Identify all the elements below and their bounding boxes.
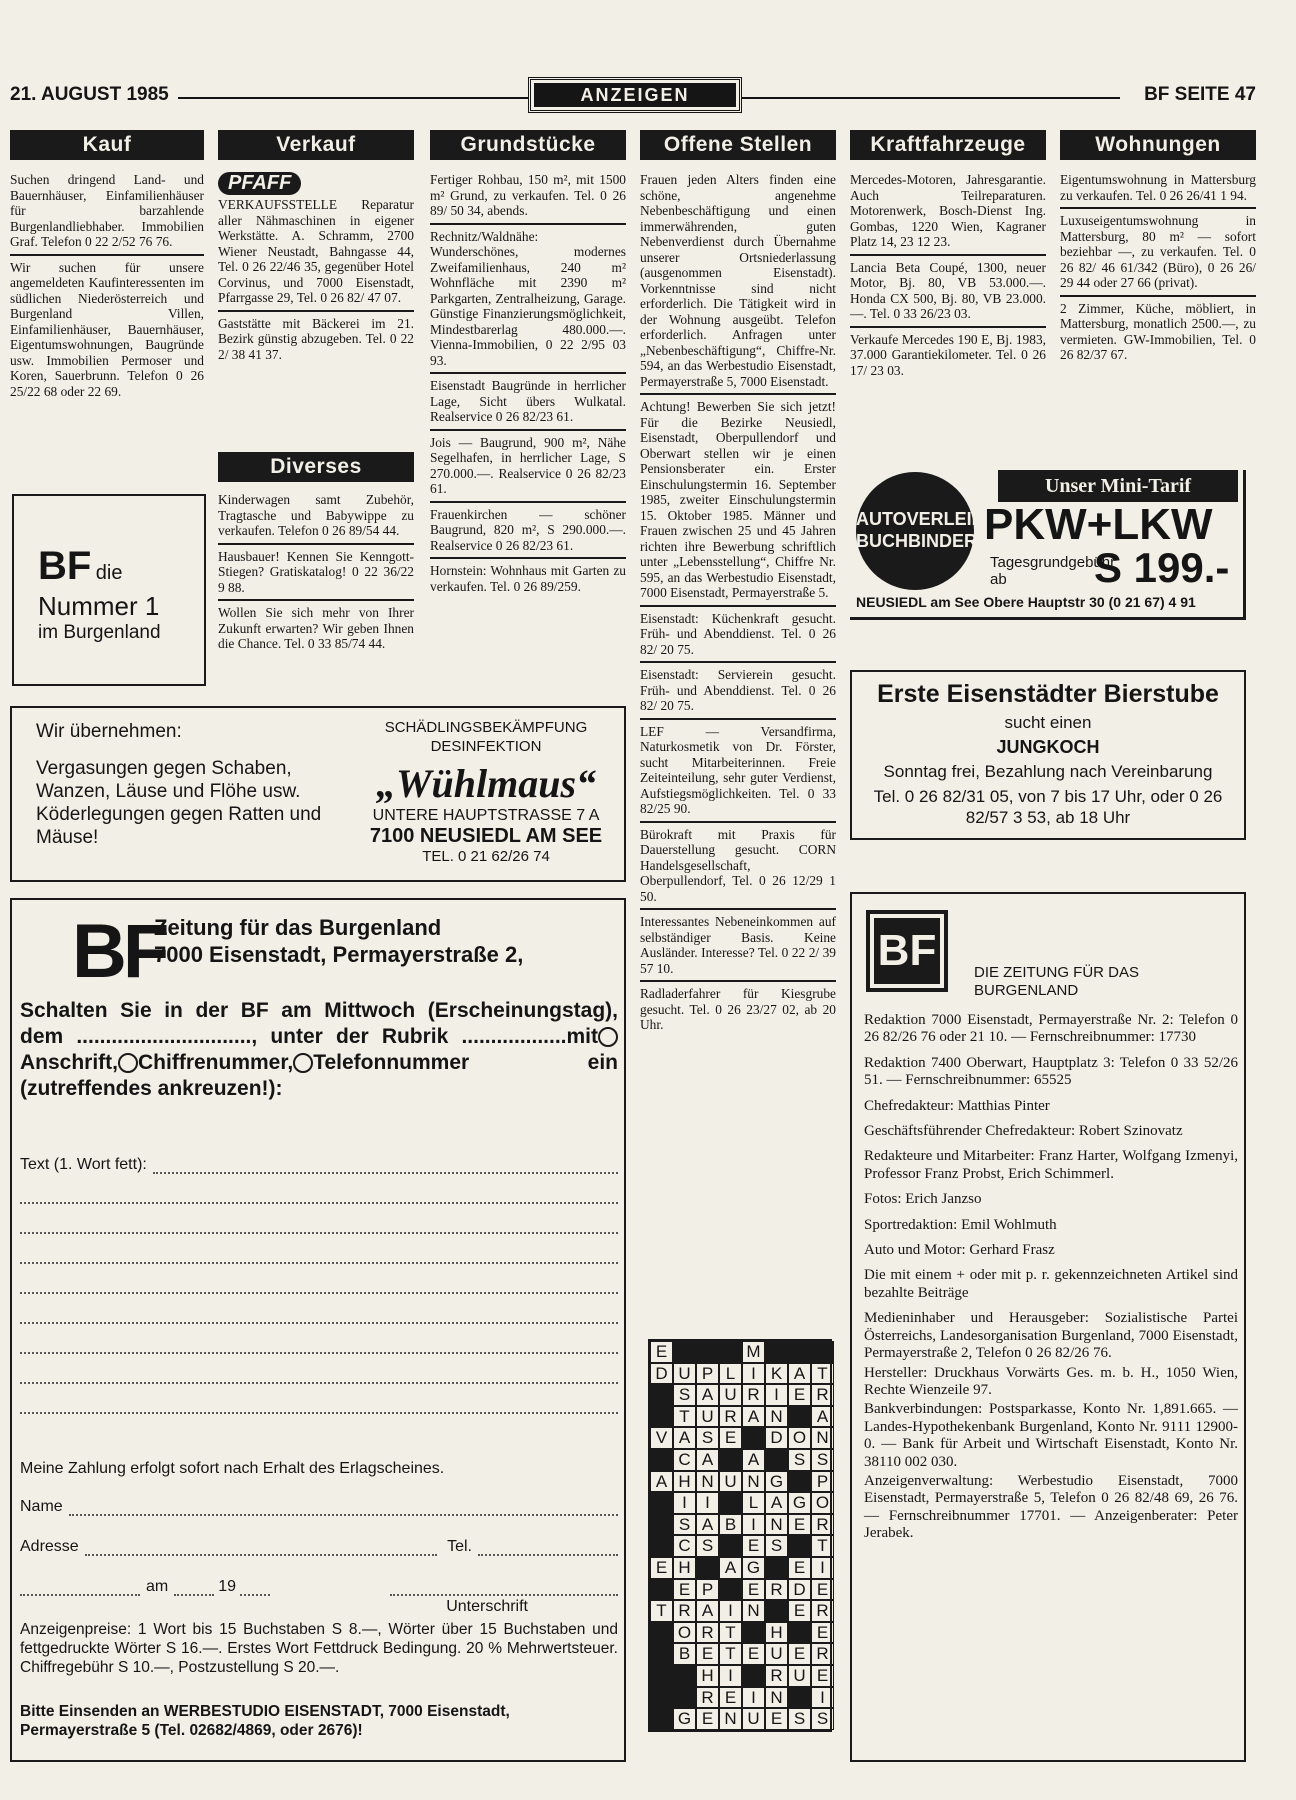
crossword-cell bbox=[650, 1492, 673, 1514]
crossword-cell: E bbox=[811, 1622, 834, 1644]
crossword-cell: E bbox=[719, 1427, 742, 1449]
crossword-cell: S bbox=[696, 1535, 719, 1557]
crossword-cell bbox=[650, 1622, 673, 1644]
autoverleih-logo: AUTOVERLEIH BUCHBINDER bbox=[856, 472, 974, 590]
crossword-cell: S bbox=[673, 1384, 696, 1406]
text-input-line[interactable] bbox=[20, 1264, 618, 1294]
crossword-cell: U bbox=[742, 1708, 765, 1730]
page-number: BF SEITE 47 bbox=[1144, 84, 1256, 105]
kauf-column bbox=[10, 172, 204, 482]
crossword-cell: S bbox=[811, 1449, 834, 1471]
crossword-cell: N bbox=[811, 1427, 834, 1449]
crossword-cell: P bbox=[696, 1363, 719, 1385]
bierstube-sucht: sucht einen bbox=[1004, 713, 1092, 732]
crossword-cell: I bbox=[811, 1687, 834, 1709]
imprint-line: Auto und Motor: Gerhard Frasz bbox=[864, 1242, 1055, 1259]
crossword-cell bbox=[719, 1579, 742, 1601]
imprint-line: Die mit einem + oder mit p. r. gekennzeichneten Artikel sind bezahlte Beiträge bbox=[864, 1267, 1238, 1301]
autoverleih-address: NEUSIEDL am See Obere Hauptstr 30 (0 21 67) 4 91 bbox=[856, 594, 1196, 610]
crossword-cell: I bbox=[696, 1492, 719, 1514]
imprint-line: Redaktion 7000 Eisenstadt, Permayerstraße Nr. 2: Telefon 0 26 82/26 76 oder 21 10. — Fernschreibnummer: 17730 bbox=[864, 1012, 1238, 1046]
crossword-cell: I bbox=[673, 1492, 696, 1514]
stellen-ad: Interessantes Nebeneinkommen auf selbständiger Basis. Keine Ausländer. Interesse? Tel. 0 22 2/ 39 57 10. bbox=[640, 914, 836, 982]
adresse-field[interactable] bbox=[85, 1542, 437, 1556]
crossword-cell: P bbox=[696, 1579, 719, 1601]
form-instr-a: Schalten Sie in der BF am Mittwoch (Erscheinungstag), dem .............................., unter der Rubrik ..................mit bbox=[20, 999, 618, 1048]
crossword-cell bbox=[673, 1341, 696, 1363]
wuehlmaus-name: „Wühlmaus“ bbox=[375, 761, 597, 806]
crossword-cell: R bbox=[696, 1622, 719, 1644]
form-line2: 7000 Eisenstadt, Permayerstraße 2, bbox=[154, 942, 524, 967]
crossword-cell: N bbox=[765, 1406, 788, 1428]
crossword-cell: H bbox=[696, 1665, 719, 1687]
crossword-cell: E bbox=[788, 1643, 811, 1665]
kauf-ad: Wir suchen für unsere angemeldeten Kaufinteressenten im südlichen Niederösterreich und Burgenland Villen, Einfamilienhäuser, Bauernhäuser, Eigentumswohnungen, Baugründe usw. Immobilien Permoser und Koren, Sauerbrunn. Telefon 0 26 25/22 68 oder 22 69. bbox=[10, 259, 204, 399]
crossword-cell: R bbox=[673, 1600, 696, 1622]
text-input-line[interactable] bbox=[20, 1354, 618, 1384]
crossword-cell bbox=[765, 1341, 788, 1363]
section-kraftfahrzeuge: Kraftfahrzeuge bbox=[850, 130, 1046, 160]
gaststaette-ad: Gaststätte mit Bäckerei im 21. Bezirk günstig abzugeben. Tel. 0 22 2/ 38 41 37. bbox=[218, 315, 414, 362]
imprint-line: Redaktion 7400 Oberwart, Hauptplatz 3: Telefon 0 33 52/26 51. — Fernschreibnummer: 65525 bbox=[864, 1054, 1238, 1089]
crossword-cell: T bbox=[650, 1600, 673, 1622]
crossword-cell bbox=[719, 1341, 742, 1363]
bf-promo-logo: BF bbox=[38, 544, 92, 588]
kfz-ad: Verkaufe Mercedes 190 E, Bj. 1983, 37.000 Garantiekilometer. Tel. 0 26 17/ 23 03. bbox=[850, 331, 1046, 378]
crossword-cell bbox=[811, 1341, 834, 1363]
crossword-cell: A bbox=[696, 1514, 719, 1536]
crossword-cell: S bbox=[811, 1708, 834, 1730]
crossword-cell: A bbox=[742, 1449, 765, 1471]
kfz-ad: Mercedes-Motoren, Jahresgarantie. Auch Teilreparaturen. Motorenwerk, Bosch-Dienst Ing. Gombas, 1220 Wien, Kagraner Platz 14, 23 12 23. bbox=[850, 172, 1046, 256]
crossword-cell bbox=[788, 1535, 811, 1557]
crossword-cell: A bbox=[719, 1557, 742, 1579]
crossword-cell: L bbox=[719, 1363, 742, 1385]
imprint-text bbox=[864, 1012, 1238, 1543]
wuehlmaus-tel: TEL. 0 21 62/26 74 bbox=[422, 848, 550, 865]
diverses-ad: Kinderwagen samt Zubehör, Tragtasche und Babywippe zu verkaufen. Telefon 0 26 89/54 44. bbox=[218, 492, 414, 545]
verkauf-column bbox=[218, 172, 414, 436]
crossword-cell: E bbox=[788, 1384, 811, 1406]
kauf-ad: Suchen dringend Land- und Bauernhäuser, Einfamilienhäuser für barzahlende Burgenlandliebhaber. Immobilien Graf. Telefon 0 22 2/52 76 76. bbox=[10, 172, 204, 256]
crossword-cell bbox=[650, 1384, 673, 1406]
crossword-cell: L bbox=[742, 1492, 765, 1514]
imprint-line: Anzeigenverwaltung: Werbestudio Eisenstadt, 7000 Eisenstadt, Permayerstraße 5, Telefon 0 26 82/48 69, 26 76. — Fernschreibnummer 17701. — Anzeigenberater: Peter Jerabek. bbox=[864, 1472, 1238, 1542]
crossword-cell: N bbox=[719, 1708, 742, 1730]
diverses-ad: Wollen Sie sich mehr von Ihrer Zukunft erwarten? Wir geben Ihnen die Chance. Tel. 0 33 85/74 44. bbox=[218, 605, 414, 651]
crossword-cell: A bbox=[650, 1471, 673, 1493]
pfaff-logo: PFAFF bbox=[218, 172, 301, 195]
crossword-cell: A bbox=[811, 1406, 834, 1428]
wohnungen-column bbox=[1060, 172, 1256, 462]
crossword-grid bbox=[648, 1339, 832, 1732]
chiffre-checkbox[interactable] bbox=[118, 1053, 138, 1073]
crossword-cell: S bbox=[788, 1708, 811, 1730]
crossword-cell: R bbox=[765, 1665, 788, 1687]
crossword-cell bbox=[719, 1449, 742, 1471]
crossword-cell: T bbox=[673, 1406, 696, 1428]
wuehlmaus-city: 7100 NEUSIEDL AM SEE bbox=[369, 825, 603, 847]
crossword-cell: N bbox=[765, 1514, 788, 1536]
crossword-cell: G bbox=[788, 1492, 811, 1514]
imprint-title: DIE ZEITUNG FÜR DAS BURGENLAND bbox=[974, 964, 1140, 999]
signature-label: Unterschrift bbox=[446, 1598, 528, 1615]
crossword-cell bbox=[696, 1341, 719, 1363]
wuehlmaus-intro: Wir übernehmen: bbox=[36, 721, 182, 742]
crossword-cell: R bbox=[765, 1579, 788, 1601]
crossword-cell: S bbox=[696, 1427, 719, 1449]
section-grundstuecke: Grundstücke bbox=[430, 130, 626, 160]
crossword-cell: A bbox=[742, 1406, 765, 1428]
crossword-cell: O bbox=[673, 1622, 696, 1644]
grundstueck-ad: Frauenkirchen — schöner Baugrund, 820 m², S 290.000.—. Realservice 0 26 82/23 61. bbox=[430, 507, 626, 560]
section-verkauf: Verkauf bbox=[218, 130, 414, 160]
imprint-line: Hersteller: Druckhaus Vorwärts Ges. m. b. H., 1050 Wien, Rechte Wienzeile 97. bbox=[864, 1364, 1238, 1398]
text-input-line[interactable] bbox=[20, 1324, 618, 1354]
crossword-cell: A bbox=[696, 1600, 719, 1622]
stellen-ad: LEF — Versandfirma, Naturkosmetik von Dr. Förster, sucht Mitarbeiterinnen. Freie Zeiteinteilung, sehr guter Verdienst, Aufstiegsmöglichkeiten. Tel. 0 33 82/25 90. bbox=[640, 724, 836, 823]
crossword-cell: N bbox=[765, 1687, 788, 1709]
crossword-cell: E bbox=[673, 1579, 696, 1601]
crossword-cell bbox=[650, 1535, 673, 1557]
rubrik-header bbox=[528, 77, 742, 113]
imprint-box bbox=[850, 892, 1246, 1762]
text-input-line[interactable] bbox=[20, 1174, 618, 1204]
crossword-cell: T bbox=[811, 1363, 834, 1385]
crossword-cell bbox=[650, 1514, 673, 1536]
rubrik-label: ANZEIGEN bbox=[534, 83, 736, 107]
crossword-cell: H bbox=[673, 1471, 696, 1493]
pkw-lkw: PKW+LKW bbox=[984, 500, 1213, 549]
wuehlmaus-ad bbox=[10, 706, 626, 882]
crossword-cell bbox=[788, 1622, 811, 1644]
crossword-cell: R bbox=[696, 1687, 719, 1709]
adresse-label: Adresse bbox=[20, 1538, 79, 1555]
bierstube-ad bbox=[850, 670, 1246, 840]
section-offene-stellen: Offene Stellen bbox=[640, 130, 836, 160]
signature-field[interactable] bbox=[390, 1582, 618, 1596]
crossword-cell bbox=[788, 1471, 811, 1493]
crossword-cell: E bbox=[742, 1643, 765, 1665]
crossword-cell: U bbox=[788, 1665, 811, 1687]
tel-field[interactable] bbox=[478, 1542, 618, 1556]
am-label: am bbox=[146, 1578, 169, 1595]
bf-promo-die: die bbox=[95, 562, 123, 584]
crossword-cell: U bbox=[696, 1406, 719, 1428]
text-input-line[interactable] bbox=[20, 1204, 618, 1234]
wuehlmaus-street: UNTERE HAUPTSTRASSE 7 A bbox=[372, 807, 600, 824]
crossword-cell: B bbox=[673, 1643, 696, 1665]
crossword-cell: E bbox=[811, 1579, 834, 1601]
crossword-cell: G bbox=[673, 1708, 696, 1730]
crossword-cell bbox=[696, 1557, 719, 1579]
crossword-cell: R bbox=[811, 1384, 834, 1406]
stellen-ad: Frauen jeden Alters finden eine schöne, angenehme Nebenbeschäftigung und einen immerwährenden, guten Nebenverdienst durch Übernahme unserer Ortsniederlassung (ausgenommen Eisenstadt). Vorkenntnisse sind nicht erforderlich. Die Tätigkeit wird in der Wohnung ausgeübt. Telefon erforderlich. Anfragen unter „Nebenbeschäftigung“, Chiffre-Nr. 594, an das Werbestudio Eisenstadt, Permayerstraße 5, 7000 Eisenstadt. bbox=[640, 172, 836, 395]
crossword-cell bbox=[765, 1557, 788, 1579]
crossword-cell bbox=[742, 1665, 765, 1687]
order-form bbox=[10, 898, 626, 1762]
crossword-cell: I bbox=[765, 1384, 788, 1406]
crossword-cell: U bbox=[765, 1643, 788, 1665]
text-input-line[interactable] bbox=[20, 1234, 618, 1264]
crossword-cell: E bbox=[742, 1579, 765, 1601]
imprint-line: Bankverbindungen: Postsparkasse, Konto Nr. 1,891.665. — Landes-Hypothekenbank Burgenland, Konto Nr. 9111 12900-0. — Bank für Arbeit und Wirtschaft Eisenstadt, Konto Nr. 38110 002 030. bbox=[864, 1401, 1238, 1470]
crossword-cell: R bbox=[742, 1384, 765, 1406]
crossword-cell: R bbox=[811, 1600, 834, 1622]
crossword-cell: U bbox=[719, 1471, 742, 1493]
stellen-ad: Achtung! Bewerben Sie sich jetzt! Für die Bezirke Neusiedl, Eisenstadt, Oberpullendorf und Oberwart stellen wir je einen Pensionsberater ein. Erster Einschulungstermin 16. September 1985, zweiter Einschulungstermin 15. Oktober 1985. Männer und Frauen zwischen 25 und 45 Jahren richten ihre Bewerbung schriftlich unter „Lebensstellung“, Chiffre Nr. 595, an das Werbestudio Eisenstadt, 7000 Eisenstadt, Permayerstraße 5. bbox=[640, 399, 836, 607]
name-field[interactable] bbox=[69, 1502, 618, 1516]
mini-tarif: Unser Mini-Tarif bbox=[998, 470, 1238, 502]
crossword-cell: P bbox=[811, 1471, 834, 1493]
crossword-cell: H bbox=[673, 1557, 696, 1579]
crossword-cell: D bbox=[765, 1427, 788, 1449]
crossword-cell bbox=[765, 1600, 788, 1622]
crossword-cell: I bbox=[719, 1600, 742, 1622]
form-instr-d: Telefonnummer ein (zutreffendes ankreuzen!): bbox=[20, 1051, 618, 1100]
crossword-cell bbox=[650, 1708, 673, 1730]
crossword-cell: E bbox=[788, 1600, 811, 1622]
grundstueck-ad: Hornstein: Wohnhaus mit Garten zu verkaufen. Tel. 0 26 89/259. bbox=[430, 563, 626, 594]
bf-promo-box bbox=[12, 494, 206, 686]
section-diverses: Diverses bbox=[218, 452, 414, 482]
text-label: Text (1. Wort fett): bbox=[20, 1156, 147, 1173]
kfz-ad: Lancia Beta Coupé, 1300, neuer Motor, Bj. 80, VB 53.000.—. Honda CX 500, Bj. 80, VB 23.000.—. Tel. 0 33 26/23 03. bbox=[850, 260, 1046, 328]
payment-note: Meine Zahlung erfolgt sofort nach Erhalt des Erlagscheines. bbox=[20, 1460, 445, 1477]
form-instructions bbox=[20, 998, 618, 1102]
crossword-cell: C bbox=[673, 1535, 696, 1557]
crossword-cell: E bbox=[765, 1708, 788, 1730]
crossword-cell bbox=[650, 1687, 673, 1709]
imprint-line: Geschäftsführender Chefredakteur: Robert Szinovatz bbox=[864, 1123, 1183, 1140]
crossword-cell: O bbox=[788, 1427, 811, 1449]
crossword-cell: S bbox=[765, 1535, 788, 1557]
crossword-cell: R bbox=[811, 1643, 834, 1665]
crossword-cell: K bbox=[765, 1363, 788, 1385]
crossword-cell bbox=[673, 1687, 696, 1709]
crossword-cell: I bbox=[742, 1514, 765, 1536]
crossword-cell: C bbox=[673, 1449, 696, 1471]
imprint-line: Redakteure und Mitarbeiter: Franz Harter, Wolfgang Izmenyi, Professor Franz Probst, Erich Schimmerl. bbox=[864, 1148, 1238, 1182]
year-label: 19 bbox=[218, 1578, 237, 1595]
crossword-cell bbox=[650, 1665, 673, 1687]
crossword-cell bbox=[650, 1579, 673, 1601]
crossword-cell bbox=[650, 1643, 673, 1665]
tagesgrundgebuehr: Tagesgrundgebühr ab bbox=[990, 554, 1116, 588]
bf-promo-nummer: Nummer 1 bbox=[38, 591, 160, 621]
pfaff-text: VERKAUFSSTELLE Reparatur aller Nähmaschinen in eigener Werkstätte. A. Schramm, 2700 Wiener Neustadt, Bahngasse 44, Tel. 0 26 22/46 35, gegenüber Hotel Corvinus, und 7000 Eisenstadt, Pfarrgasse 29, Tel. 0 26 82/ 47 07. bbox=[218, 197, 414, 305]
crossword-cell: H bbox=[765, 1622, 788, 1644]
bierstube-title: Erste Eisenstädter Bierstube bbox=[877, 680, 1219, 708]
stellen-ad: Eisenstadt: Küchenkraft gesucht. Früh- und Abenddienst. Tel. 0 26 82/ 20 75. bbox=[640, 611, 836, 664]
grundstuecke-column bbox=[430, 172, 626, 692]
crossword-cell: S bbox=[673, 1514, 696, 1536]
crossword-cell: I bbox=[742, 1687, 765, 1709]
wuehlmaus-koeder: Köderlegungen gegen Ratten und Mäuse! bbox=[36, 804, 322, 848]
crossword-cell: E bbox=[788, 1557, 811, 1579]
grundstueck-ad: Jois — Baugrund, 900 m², Nähe Segelhafen, in herrlicher Lage, S 270.000.—. Realservice 0 26 82/23 61. bbox=[430, 435, 626, 503]
crossword-cell: A bbox=[696, 1384, 719, 1406]
imprint-logo: BF bbox=[874, 918, 940, 984]
wohnung-ad: Eigentumswohnung in Mattersburg zu verkaufen. Tel. 0 26 26/41 1 94. bbox=[1060, 172, 1256, 209]
grundstueck-ad: Eisenstadt Baugründe in herrlicher Lage, Sicht übers Wulkatal. Realservice 0 26 82/23 61. bbox=[430, 378, 626, 431]
autoverleih-ad bbox=[850, 470, 1246, 620]
anschrift-checkbox[interactable] bbox=[598, 1027, 618, 1047]
crossword-cell: A bbox=[673, 1427, 696, 1449]
bf-promo-burgenland: im Burgenland bbox=[38, 622, 161, 643]
grundstueck-ad: Fertiger Rohbau, 150 m², mit 1500 m² Grund, zu verkaufen. Tel. 0 26 89/ 50 34, abends. bbox=[430, 172, 626, 225]
crossword-cell: N bbox=[696, 1471, 719, 1493]
wohnung-ad: 2 Zimmer, Küche, möbliert, in Mattersburg, monatlich 2500.—, zu vermieten. GW-Immobilien, Tel. 0 26 82/37 67. bbox=[1060, 300, 1256, 362]
crossword-cell: T bbox=[719, 1622, 742, 1644]
stellen-column bbox=[640, 172, 836, 1290]
crossword-cell: I bbox=[719, 1665, 742, 1687]
issue-date: 21. AUGUST 1985 bbox=[10, 84, 169, 105]
crossword-cell: E bbox=[650, 1341, 673, 1363]
imprint-line: Sportredaktion: Emil Wohlmuth bbox=[864, 1216, 1057, 1233]
diverses-column bbox=[218, 492, 414, 692]
form-instr-b: Anschrift, bbox=[20, 1051, 119, 1074]
grundstueck-ad: Rechnitz/Waldnähe: Wunderschönes, modernes Zweifamilienhaus, 240 m² Wohnfläche mit 2390 m² Parkgarten, Zentralheizung, Garage. Günstige Finanzierungsmöglichkeit, Mindestbarerlag 480.000.—. Vienna-Immobilien, 0 22 2/95 03 93. bbox=[430, 229, 626, 375]
name-label: Name bbox=[20, 1498, 63, 1515]
stellen-ad: Radladerfahrer für Kiesgrube gesucht. Tel. 0 26 23/27 02, ab 20 Uhr. bbox=[640, 986, 836, 1032]
crossword-cell bbox=[742, 1427, 765, 1449]
crossword-cell: N bbox=[742, 1471, 765, 1493]
crossword-cell: I bbox=[811, 1557, 834, 1579]
crossword-cell: I bbox=[742, 1363, 765, 1385]
crossword-cell: O bbox=[811, 1492, 834, 1514]
crossword-cell bbox=[719, 1535, 742, 1557]
wuehlmaus-services: Vergasungen gegen Schaben, Wanzen, Läuse und Flöhe usw. bbox=[36, 758, 301, 802]
text-input-line[interactable] bbox=[20, 1294, 618, 1324]
crossword-cell: E bbox=[696, 1643, 719, 1665]
imprint-line: Medieninhaber und Herausgeber: Sozialistische Partei Österreichs, Landesorganisation Burgenland, 7000 Eisenstadt, Permayerstraße 2, Telefon 0 26 82/26 76. bbox=[864, 1310, 1238, 1362]
telefon-checkbox[interactable] bbox=[293, 1053, 313, 1073]
crossword-cell bbox=[719, 1492, 742, 1514]
crossword-cell: E bbox=[788, 1514, 811, 1536]
wuehlmaus-header: SCHÄDLINGSBEKÄMPFUNG DESINFEKTION bbox=[384, 719, 588, 755]
crossword-cell: G bbox=[765, 1471, 788, 1493]
crossword-cell: R bbox=[719, 1406, 742, 1428]
text-input-line[interactable] bbox=[20, 1384, 618, 1414]
price-info: Anzeigenpreise: 1 Wort bis 15 Buchstaben S 8.—, Wörter über 15 Buchstaben und fettgedruckte Wörter S 16.—. Erstes Wort Fettdruck Bedingung. 20 % Mehrwertsteuer. Chiffregebühr S 10.—, Postzustellung S 20.—. bbox=[20, 1621, 618, 1676]
crossword-cell: E bbox=[811, 1665, 834, 1687]
tel-label: Tel. bbox=[447, 1538, 472, 1555]
crossword-cell: M bbox=[742, 1341, 765, 1363]
crossword-cell: E bbox=[650, 1557, 673, 1579]
crossword-cell: A bbox=[696, 1449, 719, 1471]
form-logo: BF bbox=[72, 909, 166, 994]
crossword-cell: S bbox=[788, 1449, 811, 1471]
crossword-cell: U bbox=[673, 1363, 696, 1385]
crossword-cell bbox=[788, 1406, 811, 1428]
crossword-cell: B bbox=[719, 1514, 742, 1536]
tarif-price: S 199.- bbox=[1094, 544, 1230, 591]
crossword-cell: T bbox=[719, 1643, 742, 1665]
datum-field[interactable] bbox=[174, 1582, 214, 1596]
text-input-line[interactable] bbox=[153, 1152, 618, 1174]
crossword-cell bbox=[650, 1449, 673, 1471]
stellen-ad: Eisenstadt: Servierein gesucht. Früh- und Abenddienst. Tel. 0 26 82/ 20 75. bbox=[640, 667, 836, 720]
crossword-cell: V bbox=[650, 1427, 673, 1449]
crossword-cell: A bbox=[765, 1492, 788, 1514]
crossword-cell bbox=[788, 1341, 811, 1363]
bierstube-terms: Sonntag frei, Bezahlung nach Vereinbarung bbox=[883, 762, 1213, 781]
form-line1: Zeitung für das Burgenland bbox=[154, 915, 442, 940]
stellen-ad: Bürokraft mit Praxis für Dauerstellung gesucht. CORN Handelsgesellschaft, Oberpullendorf, Tel. 0 26 12/29 1 50. bbox=[640, 827, 836, 911]
crossword-cell: E bbox=[696, 1708, 719, 1730]
wohnung-ad: Luxuseigentumswohnung in Mattersburg, 80 m² — sofort beziehbar —, zu verkaufen. Tel. 0 26 82/ 46 61/342 (Büro), 0 26 26/ 29 44 oder 27 66 (privat). bbox=[1060, 213, 1256, 297]
crossword-cell: G bbox=[742, 1557, 765, 1579]
pfaff-ad bbox=[218, 172, 414, 312]
bierstube-job: JUNGKOCH bbox=[996, 737, 1100, 757]
send-info: Bitte Einsenden an WERBESTUDIO EISENSTADT, 7000 Eisenstadt, Permayerstraße 5 (Tel. 02682/4869, oder 2676)! bbox=[20, 1703, 510, 1739]
crossword-cell: A bbox=[788, 1363, 811, 1385]
text-lines bbox=[20, 1144, 618, 1414]
form-instr-c: Chiffrenummer, bbox=[138, 1051, 294, 1074]
crossword-cell: R bbox=[811, 1514, 834, 1536]
crossword-cell: E bbox=[742, 1535, 765, 1557]
bierstube-tel: Tel. 0 26 82/31 05, von 7 bis 17 Uhr, oder 0 26 82/57 3 53, ab 18 Uhr bbox=[873, 787, 1223, 827]
crossword-cell bbox=[742, 1622, 765, 1644]
diverses-ad: Hausbauer! Kennen Sie Kenngott-Stiegen? Gratiskatalog! 0 22 36/22 9 88. bbox=[218, 549, 414, 602]
section-wohnungen: Wohnungen bbox=[1060, 130, 1256, 160]
kfz-column bbox=[850, 172, 1046, 462]
crossword-cell bbox=[650, 1406, 673, 1428]
crossword-cell bbox=[765, 1449, 788, 1471]
crossword-cell: N bbox=[742, 1600, 765, 1622]
imprint-line: Chefredakteur: Matthias Pinter bbox=[864, 1097, 1050, 1114]
section-kauf: Kauf bbox=[10, 130, 204, 160]
crossword-cell: D bbox=[788, 1579, 811, 1601]
crossword-cell bbox=[788, 1687, 811, 1709]
crossword-cell: E bbox=[719, 1687, 742, 1709]
year-field[interactable] bbox=[240, 1582, 270, 1596]
ort-field[interactable] bbox=[20, 1582, 140, 1596]
crossword-cell: U bbox=[719, 1384, 742, 1406]
imprint-line: Fotos: Erich Janzso bbox=[864, 1191, 982, 1208]
crossword-cell: D bbox=[650, 1363, 673, 1385]
crossword-cell bbox=[673, 1665, 696, 1687]
crossword-cell: T bbox=[811, 1535, 834, 1557]
